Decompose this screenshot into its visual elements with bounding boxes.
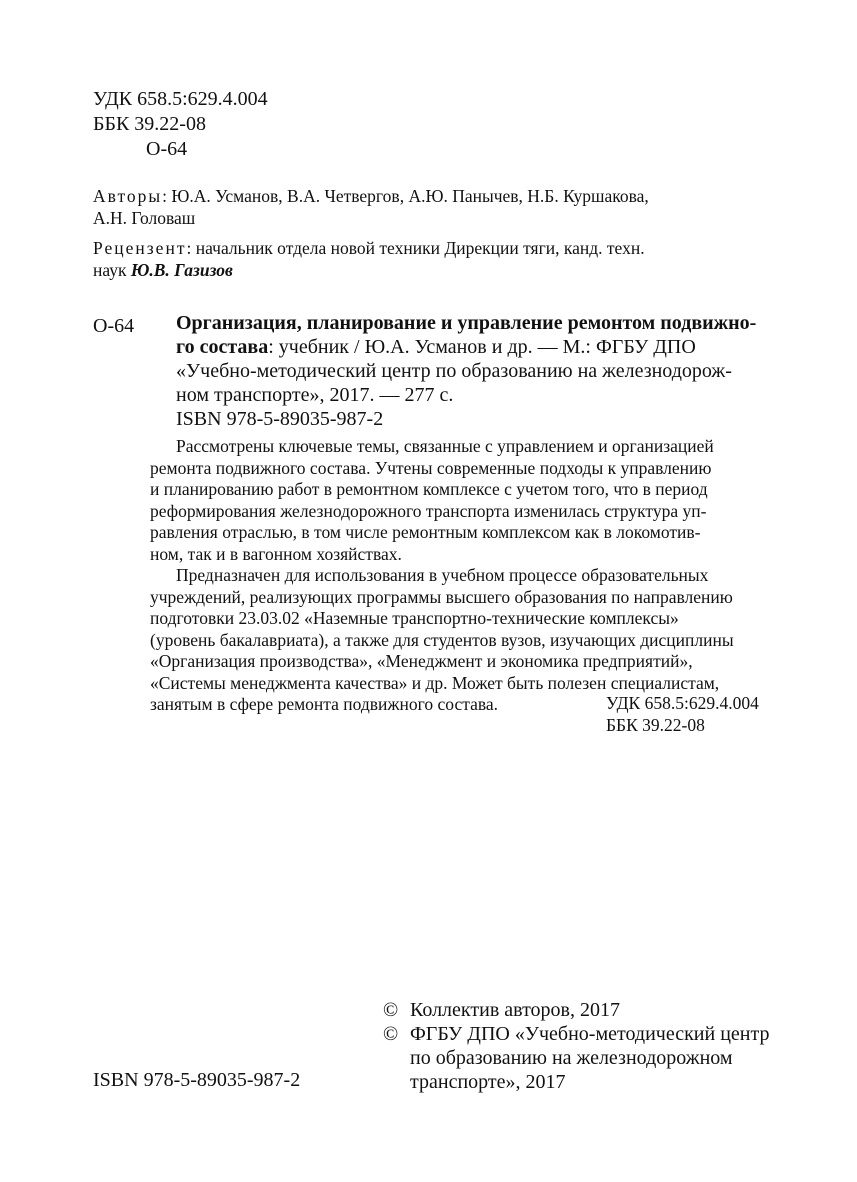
reviewer-block bbox=[93, 238, 773, 281]
bbk-header: ББК 39.22-08 bbox=[93, 113, 206, 135]
entry-title-line-2-rest: : учебник / Ю.А. Усманов и др. — М.: ФГБУ ДПО bbox=[268, 336, 696, 358]
isbn-footer: ISBN 978-5-89035-987-2 bbox=[93, 1069, 301, 1091]
copyright-line-4: транспорте», 2017 bbox=[410, 1071, 566, 1093]
reviewer-line-1: : начальник отдела новой техники Дирекции тяги, канд. техн. bbox=[186, 238, 645, 258]
reviewer-name: Ю.В. Газизов bbox=[130, 259, 233, 280]
abstract-p1-line-3: и планированию работ в ремонтном комплексе с учетом того, что в период bbox=[150, 479, 708, 499]
reviewer-line-2-prefix: наук bbox=[93, 259, 131, 280]
abstract-p2-line-3: подготовки 23.03.02 «Наземные транспортно-технические комплексы» bbox=[150, 608, 679, 628]
udk-footer: УДК 658.5:629.4.004 bbox=[606, 693, 759, 713]
abstract-p2-line-5: «Организация производства», «Менеджмент и экономика предприятий», bbox=[150, 651, 693, 671]
bbk-footer: ББК 39.22-08 bbox=[606, 715, 705, 735]
entry-block bbox=[176, 311, 776, 431]
copyright-line-1: Коллектив авторов, 2017 bbox=[410, 999, 620, 1021]
abstract-p1-line-1: Рассмотрены ключевые темы, связанные с управлением и организацией bbox=[176, 436, 714, 456]
abstract-p2-line-2: учреждений, реализующих программы высшего образования по направлению bbox=[150, 586, 733, 607]
abstract-p1-line-2: ремонта подвижного состава. Учтены современные подходы к управлению bbox=[150, 457, 712, 478]
authors-label: Авторы bbox=[93, 186, 163, 206]
abstract-p1-line-4: реформирования железнодорожного транспорта изменилась структура уп- bbox=[150, 500, 707, 521]
abstract-p2-line-7: занятым в сфере ремонта подвижного состава. bbox=[150, 694, 499, 714]
authors-line-1: : Ю.А. Усманов, В.А. Четвергов, А.Ю. Панычев, Н.Б. Куршакова, bbox=[162, 186, 649, 206]
abstract-p1-line-5: равления отраслью, в том числе ремонтным комплексом как в локомотив- bbox=[150, 522, 701, 542]
entry-isbn: ISBN 978-5-89035-987-2 bbox=[176, 408, 384, 430]
abstract bbox=[150, 436, 770, 716]
abstract-p2-line-1: Предназначен для использования в учебном процессе образовательных bbox=[176, 565, 709, 585]
copyright-symbol-1: © bbox=[383, 999, 399, 1021]
entry-title-line-2-bold: го состава bbox=[176, 336, 269, 358]
authors-line-2: А.Н. Головаш bbox=[93, 207, 196, 228]
copyright-line-3: по образованию на железнодорожном bbox=[410, 1047, 733, 1069]
abstract-p1-line-6: ном, так и в вагонном хозяйствах. bbox=[150, 543, 402, 564]
abstract-p2-line-4: (уровень бакалавриата), а также для студентов вузов, изучающих дисциплины bbox=[150, 629, 734, 650]
entry-line-3: «Учебно-методический центр по образованию на железнодорож- bbox=[176, 360, 732, 382]
entry-line-4: ном транспорте», 2017. — 277 с. bbox=[176, 384, 454, 406]
entry-title-line-1: Организация, планирование и управление ремонтом подвижно- bbox=[176, 312, 757, 334]
authors-block bbox=[93, 186, 773, 229]
entry-mark: О-64 bbox=[93, 315, 135, 337]
udk-header: УДК 658.5:629.4.004 bbox=[93, 88, 268, 110]
author-mark-header: О-64 bbox=[146, 138, 188, 160]
copyright-block bbox=[383, 998, 803, 1094]
copyright-line-2: ФГБУ ДПО «Учебно-методический центр bbox=[410, 1023, 770, 1045]
abstract-p2-line-6: «Системы менеджмента качества» и др. Может быть полезен специалистам, bbox=[150, 672, 720, 693]
reviewer-label: Рецензент bbox=[93, 238, 187, 258]
copyright-symbol-2: © bbox=[383, 1023, 399, 1045]
